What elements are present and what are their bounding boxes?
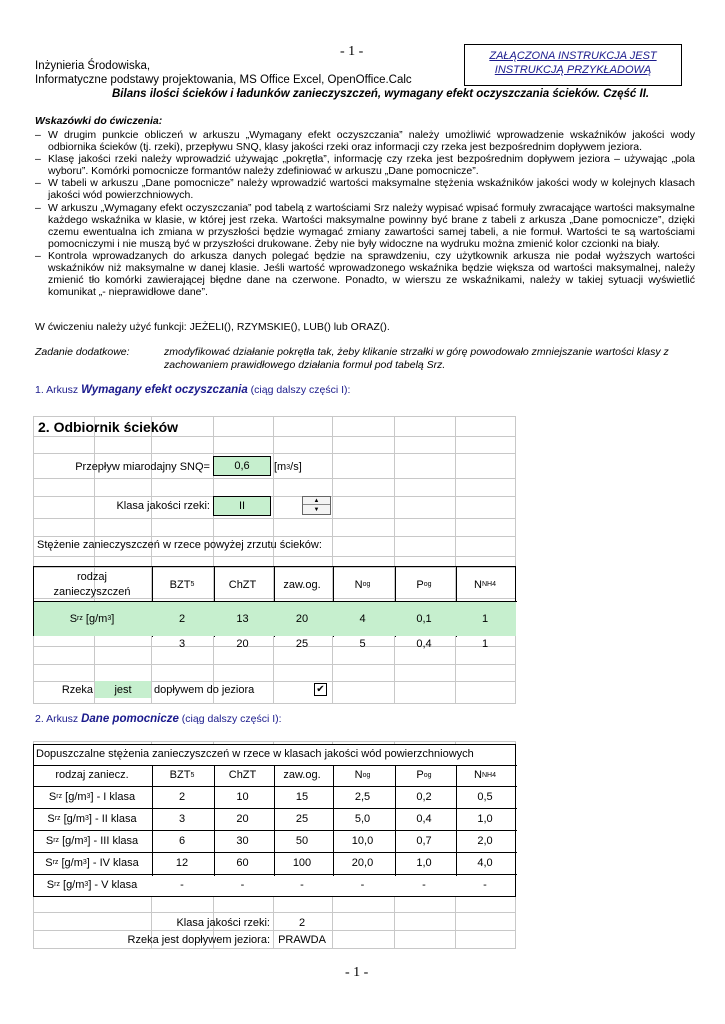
- class-row-label: S rz [g/m 3 ] - IV klasa: [45, 856, 139, 869]
- section1-prefix: 1. Arkusz: [35, 384, 82, 396]
- table-cell: 60: [236, 856, 249, 869]
- hint-text: W tabeli w arkuszu „Dane pomocnicze” należy wprowadzić wartości maksymalne stężenia wskaźników jakości wody w kolejnych klasach jakości wód powierzchniowych.: [48, 177, 695, 202]
- table-cell: 5,0: [354, 812, 371, 825]
- table-cell: 20,0: [351, 856, 374, 869]
- table-cell: 10: [236, 790, 249, 803]
- hint-item: – W arkuszu „Wymagany efekt oczyszczania” pod tabelą z wartościami Srz należy wypisać wpisać formuły zwracające wartości maksymalne każdego wskaźnika w klasie, w której jest rzeka. Wartości maksymalne powinny być brane z tabeli z arkusza „Dane pomocnicze”, dzięki czemu ewentualna ich zmiana w przyszłości będzie wymagać zmiany zawartości samej tabeli, a nie formuł. Wartości te są wartościami pomocniczymi i nie muszą być w przyszłości drukowane. Żeby nie były widoczne na wydruku można zmienić kolor czcionki na biały.: [35, 201, 695, 250]
- river-word: Rzeka: [61, 683, 93, 696]
- check-icon: ✔: [316, 684, 325, 695]
- section1-suffix: (ciąg dalszy części I):: [247, 384, 351, 396]
- table-cell: 30: [236, 834, 249, 847]
- table-cell: -: [240, 878, 245, 891]
- flow-label: Przepływ miarodajny SNQ=: [75, 461, 210, 473]
- table-cell: 50: [295, 834, 309, 847]
- concentration-label: Stężenie zanieczyszczeń w rzece powyżej zrzutu ścieków:: [37, 539, 322, 551]
- hints-title: Wskazówki do ćwiczenia:: [35, 115, 163, 127]
- srz-zawog-input[interactable]: 20: [295, 612, 309, 625]
- header-pog: P og: [416, 578, 432, 591]
- flow-input[interactable]: 0,6: [213, 456, 271, 476]
- aux-class-value: 2: [298, 916, 306, 929]
- aux-class-label: Klasa jakości rzeki:: [176, 916, 270, 929]
- flow-unit: [m 3 /s]: [274, 461, 302, 473]
- notice-line-1: ZAŁĄCZONA INSTRUKCJA JEST: [489, 50, 657, 62]
- document-title: Bilans ilości ścieków i ładunków zanieczyszczeń, wymagany efekt oczyszczania ścieków. Część II.: [112, 88, 650, 100]
- max-chzt: 20: [236, 637, 249, 650]
- table-cell: 2: [178, 790, 186, 803]
- s2-header-chzt: ChZT: [228, 769, 257, 781]
- hints-list: [35, 129, 695, 298]
- aux-inflow-label: Rzeka jest dopływem jeziora:: [127, 933, 270, 946]
- header-nog: N og: [354, 578, 371, 591]
- table-cell: 0,2: [416, 790, 432, 803]
- srz-nog-input[interactable]: 4: [359, 612, 366, 625]
- class-spin-control[interactable]: [302, 496, 331, 515]
- srz-bzt5-input[interactable]: 2: [178, 612, 186, 625]
- table-cell: 100: [292, 856, 312, 869]
- class-row-label: S rz [g/m 3 ] - II klasa: [47, 812, 137, 825]
- header-bzt5: BZT 5: [169, 578, 195, 591]
- notice-line-2: INSTRUKCJĄ PRZYKŁADOWĄ: [494, 64, 652, 76]
- table-cell: -: [422, 878, 426, 891]
- spin-down-arrow-icon[interactable]: ▼: [313, 507, 320, 513]
- table-cell: 0,4: [416, 812, 432, 825]
- sheet1-col-type: rodzaj zanieczyszczeń: [53, 570, 131, 598]
- srz-pog-input[interactable]: 0,1: [416, 612, 432, 625]
- hint-text: W arkuszu „Wymagany efekt oczyszczania” pod tabelą z wartościami Srz należy wypisać wpisać formuły zwracające wartości maksymalne każdego wskaźnika w klasie, w której jest rzeka. Wartości maksymalne powinny być brane z tabeli z arkusza „Dane pomocnicze”, dzięki czemu ewentualna ich zmiana w przyszłości będzie wymagać zmiany zawartości samej tabeli, a nie formuł. Wartości te są wartościami pomocniczymi i nie muszą być w przyszłości drukowane. Żeby nie były widoczne na wydruku można zmienić kolor czcionki na biały.: [48, 201, 695, 250]
- max-zawog: 25: [295, 637, 309, 650]
- max-pog: 0,4: [416, 637, 432, 650]
- river-status: jest: [95, 681, 151, 698]
- table-cell: 1,0: [416, 856, 432, 869]
- page-number-bottom: - 1 -: [345, 965, 369, 980]
- table-cell: 2,0: [477, 834, 493, 847]
- hint-item: – W tabeli w arkuszu „Dane pomocnicze” należy wprowadzić wartości maksymalne stężenia wskaźników jakości wody w kolejnych klasach jakości wód powierzchniowych.: [35, 177, 695, 202]
- notice-box: [464, 44, 682, 86]
- extra-task-text: zmodyfikować działanie pokrętła tak, żeby klikanie strzałki w górę powodowało zmniejszanie wartości klasy z zachowaniem prawidłowego działania formuł pod tabelą Srz.: [164, 346, 669, 371]
- table-cell: 0,5: [477, 790, 493, 803]
- s2-header-nog: N og: [354, 769, 371, 781]
- table-cell: -: [483, 878, 487, 891]
- river-tail: dopływem do jeziora: [154, 683, 255, 696]
- section1-name: Wymagany efekt oczyszczania: [81, 384, 248, 396]
- max-nog: 5: [359, 637, 366, 650]
- table-cell: -: [360, 878, 365, 891]
- max-bzt5: 3: [178, 637, 186, 650]
- sheet2-col-type: rodzaj zaniecz.: [55, 769, 129, 781]
- hint-item: – Kontrola wprowadzanych do arkusza danych polegać będzie na sprawdzeniu, czy użytkownik arkusza nie podał wyższych wartości wskaźników niż maksymalne w danej klasie. Jeśli wartość wprowadzonego wskaźnika będzie większa od wartości maksymalnej, należy zmienić tło komórki zawierającej błędne dane na czerwone. Ponadto, w wierszu ze wskaźnikami, należy w takiej sytuacji wyświetlić komunikat „- nieprawidłowe dane”.: [35, 249, 695, 299]
- class-input[interactable]: II: [213, 496, 271, 516]
- hint-item: – Klasę jakości rzeki należy wprowadzić używając „pokrętła”, informację czy rzeka jest bezpośrednim dopływem jeziora – używając „pola wyboru”. Komórki pomocnicze formantów należy zdefiniować w arkuszu „Dane pomocnicze”.: [35, 153, 695, 178]
- hint-item: – W drugim punkcie obliczeń w arkuszu „Wymagany efekt oczyszczania” należy umożliwić wprowadzenie wskaźników jakości wody odbiornika ścieków (tj. rzeki), przepływu SNQ, klasy jakości rzeki oraz informacji czy rzeka jest bezpośrednim dopływem jeziora.: [35, 129, 695, 154]
- header-chzt: ChZT: [228, 578, 257, 591]
- table-cell: -: [180, 878, 184, 891]
- hint-text: Kontrola wprowadzanych do arkusza danych polegać będzie na sprawdzeniu, czy użytkownik arkusza nie podał wyższych wartości wskaźników niż maksymalne w danej klasie. Jeśli wartość wprowadzonego wskaźnika będzie większa od wartości maksymalnej, należy zmienić tło komórki zawierającej błędne dane na czerwone. Ponadto, w wierszu ze wskaźnikami, należy w takiej sytuacji wyświetlić komunikat „- nieprawidłowe dane”.: [48, 249, 695, 299]
- class-row-label: S rz [g/m 3 ] - III klasa: [45, 834, 139, 847]
- table-cell: 6: [178, 834, 186, 847]
- header-line-2: Informatyczne podstawy projektowania, MS Office Excel, OpenOffice.Calc: [35, 74, 412, 86]
- sheet2-caption: Dopuszczalne stężenia zanieczyszczeń w rzece w klasach jakości wód powierzchniowych: [36, 748, 474, 760]
- header-nnh4: N NH4: [474, 578, 496, 591]
- hints-footer: W ćwiczeniu należy użyć funkcji: JEŻELI(), RZYMSKIE(), LUB() lub ORAZ().: [35, 321, 390, 333]
- srz-nnh4-input[interactable]: 1: [481, 612, 489, 625]
- section2-heading: [35, 713, 282, 725]
- hint-text: Klasę jakości rzeki należy wprowadzić używając „pokrętła”, informację czy rzeka jest bezpośrednim dopływem jeziora – używając „pola wyboru”. Komórki pomocnicze formantów należy zdefiniować w arkuszu „Dane pomocnicze”.: [48, 153, 695, 178]
- table-cell: 10,0: [351, 834, 374, 847]
- class-row-label: S rz [g/m 3 ] - I klasa: [48, 790, 136, 803]
- section2-prefix: 2. Arkusz: [35, 713, 82, 725]
- hint-text: W drugim punkcie obliczeń w arkuszu „Wymagany efekt oczyszczania” należy umożliwić wprowadzenie wskaźników jakości wody odbiornika ścieków (tj. rzeki), przepływu SNQ, klasy jakości rzeki oraz informacji czy rzeka jest bezpośrednim dopływem jeziora.: [48, 129, 695, 154]
- table-cell: 25: [295, 812, 309, 825]
- section2-name: Dane pomocnicze: [81, 713, 179, 725]
- table-cell: 12: [175, 856, 189, 869]
- srz-row-label: S rz [g/m 3 ]: [69, 612, 115, 625]
- table-cell: 3: [178, 812, 186, 825]
- table-cell: 4,0: [477, 856, 493, 869]
- extra-task-label: Zadanie dodatkowe:: [35, 346, 130, 358]
- section1-heading: [35, 384, 350, 396]
- sheet1-title: 2. Odbiornik ścieków: [38, 419, 179, 435]
- table-cell: 0,7: [416, 834, 432, 847]
- srz-chzt-input[interactable]: 13: [236, 612, 249, 625]
- max-nnh4: 1: [481, 637, 489, 650]
- spin-up-arrow-icon[interactable]: ▲: [303, 497, 330, 505]
- table-cell: 1,0: [477, 812, 493, 825]
- class-row-label: S rz [g/m 3 ] - V klasa: [46, 878, 138, 891]
- s2-header-bzt5: BZT 5: [169, 769, 195, 781]
- section2-suffix: (ciąg dalszy części I):: [178, 713, 282, 725]
- s2-header-zawog: zaw.og.: [283, 769, 321, 781]
- table-cell: 15: [295, 790, 309, 803]
- page-number-top: - 1 -: [340, 44, 364, 59]
- class-label: Klasa jakości rzeki:: [116, 500, 210, 512]
- header-line-1: Inżynieria Środowiska,: [35, 60, 151, 72]
- s2-header-nnh4: N NH4: [474, 769, 496, 781]
- table-cell: 2,5: [354, 790, 371, 803]
- lake-inflow-checkbox[interactable]: [314, 683, 327, 696]
- table-cell: -: [300, 878, 304, 891]
- header-zawog: zaw.og.: [283, 578, 321, 591]
- s2-header-pog: P og: [416, 769, 432, 781]
- aux-inflow-value: PRAWDA: [278, 933, 326, 946]
- table-cell: 20: [236, 812, 249, 825]
